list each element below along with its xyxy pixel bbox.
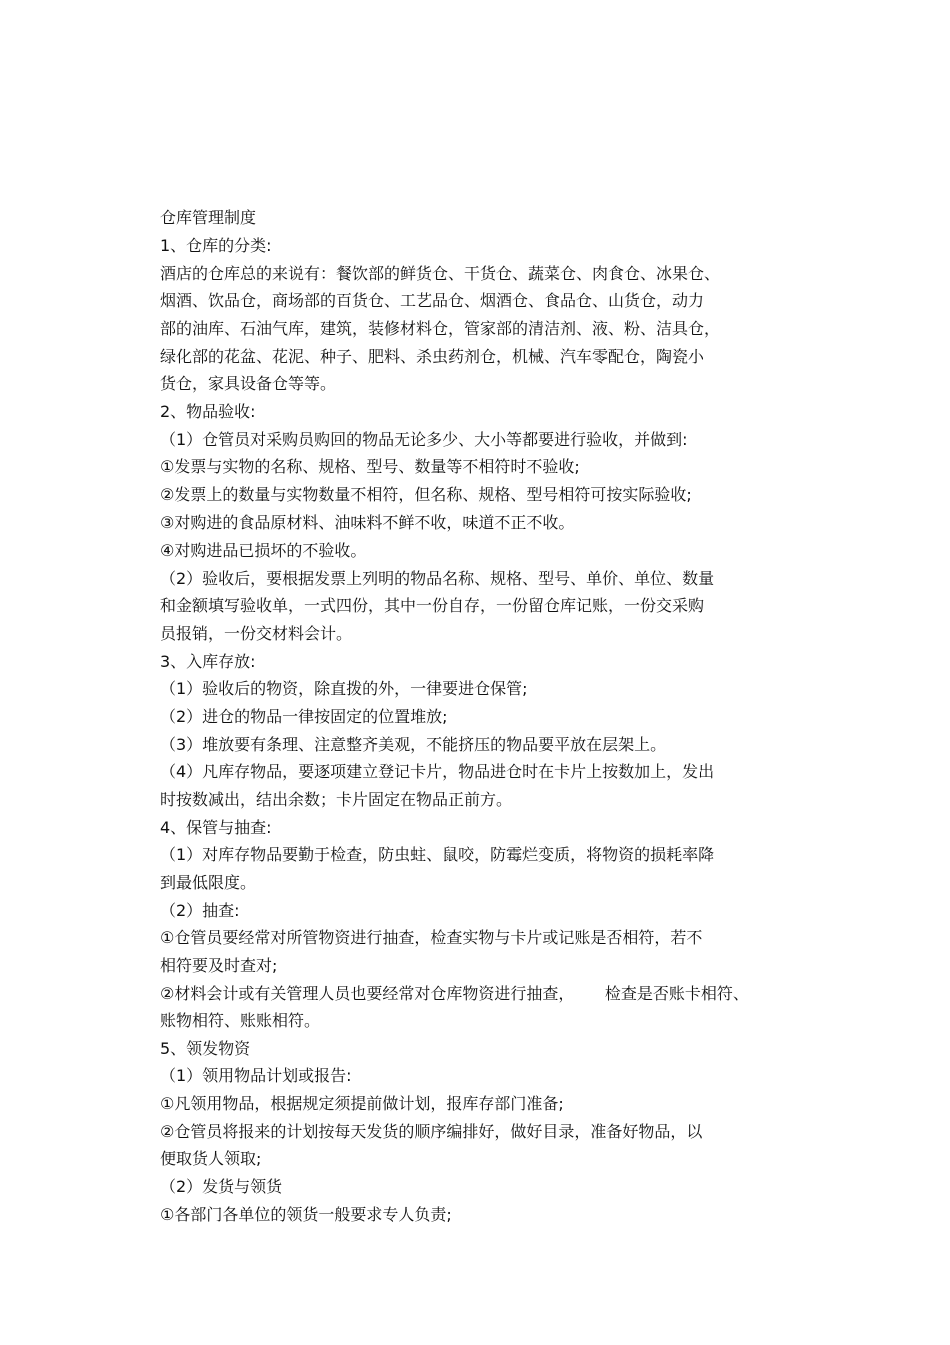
text-line: 货仓，家具设备仓等等。	[160, 374, 337, 393]
section-heading: 1、仓库的分类:	[160, 236, 272, 255]
text-line: ①凡领用物品，根据规定须提前做计划，报库存部门准备;	[160, 1094, 564, 1113]
text-line: 和金额填写验收单，一式四份，其中一份自存，一份留仓库记账，一份交采购	[160, 596, 705, 615]
text-line: （2）发货与领货	[160, 1177, 283, 1196]
section-heading: 3、入库存放:	[160, 652, 256, 671]
text-line: （4）凡库存物品，要逐项建立登记卡片，物品进仓时在卡片上按数加上，发出	[160, 762, 715, 781]
text-line: （1）领用物品计划或报告:	[160, 1066, 352, 1085]
text-line: 酒店的仓库总的来说有：餐饮部的鲜货仓、干货仓、蔬菜仓、肉食仓、冰果仓、	[160, 264, 721, 283]
section-heading: 2、物品验收:	[160, 402, 256, 421]
text-line: 到最低限度。	[160, 873, 257, 892]
text-line: （1）对库存物品要勤于检查，防虫蛀、鼠咬，防霉烂变质，将物资的损耗率降	[160, 845, 715, 864]
text-line: ①各部门各单位的领货一般要求专人负责;	[160, 1205, 452, 1224]
text-line: （1）仓管员对采购员购回的物品无论多少、大小等都要进行验收，并做到:	[160, 430, 688, 449]
document-title: 仓库管理制度	[160, 208, 257, 227]
text-line: ①发票与实物的名称、规格、型号、数量等不相符时不验收;	[160, 457, 580, 476]
text-line: （3）堆放要有条理、注意整齐美观，不能挤压的物品要平放在层架上。	[160, 735, 667, 754]
text-line: （2）进仓的物品一律按固定的位置堆放;	[160, 707, 448, 726]
text-line: 相符要及时查对;	[160, 956, 278, 975]
text-line: 账物相符、账账相符。	[160, 1011, 321, 1030]
text-line: 时按数减出，结出余数；卡片固定在物品正前方。	[160, 790, 513, 809]
text-line: ②发票上的数量与实物数量不相符，但名称、规格、型号相符可按实际验收;	[160, 485, 692, 504]
text-line: 员报销，一份交材料会计。	[160, 624, 353, 643]
text-line: 便取货人领取;	[160, 1149, 262, 1168]
text-line: 烟酒、饮品仓，商场部的百货仓、工艺品仓、烟酒仓、食品仓、山货仓，动力	[160, 291, 705, 310]
text-line: （2）验收后，要根据发票上列明的物品名称、规格、型号、单价、单位、数量	[160, 569, 715, 588]
text-line: ①仓管员要经常对所管物资进行抽查，检查实物与卡片或记账是否相符，若不	[160, 928, 703, 947]
text-line: 部的油库、石油气库，建筑，装修材料仓，管家部的清洁剂、液、粉、洁具仓，	[160, 319, 721, 338]
text-line: 绿化部的花盆、花泥、种子、肥料、杀虫药剂仓，机械、汽车零配仓，陶瓷小	[160, 347, 705, 366]
text-line: ②材料会计或有关管理人员也要经常对仓库物资进行抽查， 检查是否账卡相符、	[160, 984, 749, 1003]
text-line: ③对购进的食品原材料、油味料不鲜不收，味道不正不收。	[160, 513, 575, 532]
text-line: （2）抽查:	[160, 901, 240, 920]
text-line: ②仓管员将报来的计划按每天发货的顺序编排好，做好目录，准备好物品，以	[160, 1122, 703, 1141]
section-heading: 5、领发物资	[160, 1039, 251, 1058]
text-line: （1）验收后的物资，除直拨的外，一律要进仓保管;	[160, 679, 528, 698]
section-heading: 4、保管与抽查:	[160, 818, 272, 837]
text-line: ④对购进品已损坏的不验收。	[160, 541, 367, 560]
